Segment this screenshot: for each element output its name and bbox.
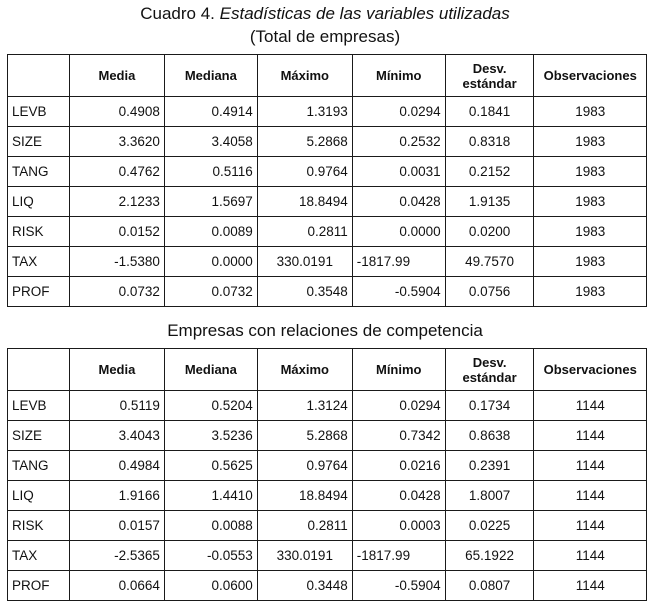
row-label: LEVB <box>8 97 70 127</box>
cell-media: 0.0664 <box>69 571 164 601</box>
cell-desv: 1.9135 <box>445 187 534 217</box>
cell-desv: 0.1734 <box>445 391 534 421</box>
cell-media: 2.1233 <box>69 187 164 217</box>
cell-desv: 49.7570 <box>445 247 534 277</box>
cell-mediana: 0.0732 <box>164 277 257 307</box>
table-row <box>8 541 647 571</box>
cell-mediana: 3.4058 <box>164 127 257 157</box>
table-header-row <box>8 349 647 391</box>
cell-media: 0.0732 <box>69 277 164 307</box>
table-row <box>8 481 647 511</box>
cell-desv: 0.0756 <box>445 277 534 307</box>
stats-table-competencia <box>7 348 647 601</box>
header-desv: Desv. estándar <box>445 349 534 391</box>
table1-title <box>0 3 650 24</box>
cell-observaciones: 1983 <box>534 127 647 157</box>
cell-desv: 0.8318 <box>445 127 534 157</box>
cell-media: 0.4762 <box>69 157 164 187</box>
table1-title-italic: Estadísticas de las variables utilizadas <box>219 4 510 23</box>
cell-media: -2.5365 <box>69 541 164 571</box>
table-header-row <box>8 55 647 97</box>
cell-maximo: 0.3448 <box>257 571 352 601</box>
cell-media: 0.0157 <box>69 511 164 541</box>
cell-observaciones: 1144 <box>534 571 647 601</box>
cell-media: -1.5380 <box>69 247 164 277</box>
cell-desv: 0.8638 <box>445 421 534 451</box>
row-label: SIZE <box>8 421 70 451</box>
cell-mediana: 0.0000 <box>164 247 257 277</box>
table-row <box>8 187 647 217</box>
table1-title-prefix: Cuadro 4. <box>140 4 215 23</box>
cell-minimo: 0.0031 <box>352 157 445 187</box>
cell-minimo: 0.7342 <box>352 421 445 451</box>
header-mediana: Mediana <box>164 55 257 97</box>
cell-desv: 0.1841 <box>445 97 534 127</box>
row-label: LIQ <box>8 187 70 217</box>
row-label: LIQ <box>8 481 70 511</box>
cell-mediana: 1.4410 <box>164 481 257 511</box>
cell-observaciones: 1144 <box>534 391 647 421</box>
cell-mediana: 0.0600 <box>164 571 257 601</box>
table1-subtitle: (Total de empresas) <box>249 27 401 46</box>
header-desv: Desv. estándar <box>445 55 534 97</box>
header-minimo: Mínimo <box>352 349 445 391</box>
cell-maximo: 330.0191 <box>257 541 352 571</box>
cell-observaciones: 1144 <box>534 541 647 571</box>
cell-minimo: -0.5904 <box>352 571 445 601</box>
row-label: RISK <box>8 511 70 541</box>
cell-maximo: 5.2868 <box>257 421 352 451</box>
cell-minimo: 0.2532 <box>352 127 445 157</box>
cell-desv: 0.2391 <box>445 451 534 481</box>
row-label: PROF <box>8 571 70 601</box>
cell-mediana: 0.5625 <box>164 451 257 481</box>
cell-desv: 0.0807 <box>445 571 534 601</box>
table-row <box>8 97 647 127</box>
cell-maximo: 1.3193 <box>257 97 352 127</box>
cell-observaciones: 1983 <box>534 277 647 307</box>
cell-minimo: 0.0428 <box>352 481 445 511</box>
cell-mediana: 0.5204 <box>164 391 257 421</box>
table-row <box>8 511 647 541</box>
cell-maximo: 5.2868 <box>257 127 352 157</box>
cell-minimo: -1817.99 <box>352 541 445 571</box>
row-label: PROF <box>8 277 70 307</box>
cell-desv: 0.2152 <box>445 157 534 187</box>
header-corner <box>8 55 70 97</box>
row-label: TAX <box>8 541 70 571</box>
table-row <box>8 421 647 451</box>
header-minimo: Mínimo <box>352 55 445 97</box>
table-row <box>8 157 647 187</box>
cell-desv: 65.1922 <box>445 541 534 571</box>
header-observaciones: Observaciones <box>534 55 647 97</box>
cell-mediana: -0.0553 <box>164 541 257 571</box>
table-row <box>8 391 647 421</box>
cell-minimo: -1817.99 <box>352 247 445 277</box>
cell-minimo: 0.0294 <box>352 391 445 421</box>
table2-body <box>8 391 647 601</box>
table-row <box>8 277 647 307</box>
header-media: Media <box>69 55 164 97</box>
cell-desv: 1.8007 <box>445 481 534 511</box>
table-row <box>8 451 647 481</box>
cell-maximo: 0.9764 <box>257 157 352 187</box>
cell-observaciones: 1144 <box>534 511 647 541</box>
table-row <box>8 217 647 247</box>
cell-minimo: 0.0003 <box>352 511 445 541</box>
cell-minimo: 0.0216 <box>352 451 445 481</box>
row-label: TANG <box>8 451 70 481</box>
table2-title: Empresas con relaciones de competencia <box>167 321 483 340</box>
row-label: TAX <box>8 247 70 277</box>
header-maximo: Máximo <box>257 55 352 97</box>
cell-observaciones: 1144 <box>534 481 647 511</box>
cell-observaciones: 1983 <box>534 187 647 217</box>
cell-minimo: 0.0294 <box>352 97 445 127</box>
cell-media: 1.9166 <box>69 481 164 511</box>
cell-mediana: 0.4914 <box>164 97 257 127</box>
cell-mediana: 0.5116 <box>164 157 257 187</box>
cell-media: 0.5119 <box>69 391 164 421</box>
header-corner <box>8 349 70 391</box>
cell-minimo: 0.0000 <box>352 217 445 247</box>
table-row <box>8 571 647 601</box>
row-label: TANG <box>8 157 70 187</box>
cell-maximo: 1.3124 <box>257 391 352 421</box>
cell-maximo: 0.9764 <box>257 451 352 481</box>
cell-observaciones: 1983 <box>534 157 647 187</box>
cell-mediana: 3.5236 <box>164 421 257 451</box>
header-media: Media <box>69 349 164 391</box>
table1-body <box>8 97 647 307</box>
cell-maximo: 330.0191 <box>257 247 352 277</box>
header-maximo: Máximo <box>257 349 352 391</box>
row-label: SIZE <box>8 127 70 157</box>
cell-mediana: 1.5697 <box>164 187 257 217</box>
cell-mediana: 0.0089 <box>164 217 257 247</box>
table-row <box>8 247 647 277</box>
cell-maximo: 0.2811 <box>257 217 352 247</box>
cell-media: 3.3620 <box>69 127 164 157</box>
cell-media: 3.4043 <box>69 421 164 451</box>
cell-observaciones: 1983 <box>534 217 647 247</box>
cell-minimo: -0.5904 <box>352 277 445 307</box>
header-mediana: Mediana <box>164 349 257 391</box>
cell-media: 0.4908 <box>69 97 164 127</box>
cell-observaciones: 1144 <box>534 451 647 481</box>
cell-desv: 0.0225 <box>445 511 534 541</box>
cell-maximo: 0.2811 <box>257 511 352 541</box>
cell-maximo: 0.3548 <box>257 277 352 307</box>
stats-table-total <box>7 54 647 307</box>
cell-media: 0.0152 <box>69 217 164 247</box>
table-row <box>8 127 647 157</box>
cell-minimo: 0.0428 <box>352 187 445 217</box>
row-label: RISK <box>8 217 70 247</box>
cell-media: 0.4984 <box>69 451 164 481</box>
cell-mediana: 0.0088 <box>164 511 257 541</box>
cell-observaciones: 1983 <box>534 247 647 277</box>
cell-observaciones: 1983 <box>534 97 647 127</box>
row-label: LEVB <box>8 391 70 421</box>
cell-observaciones: 1144 <box>534 421 647 451</box>
cell-desv: 0.0200 <box>445 217 534 247</box>
header-observaciones: Observaciones <box>534 349 647 391</box>
cell-maximo: 18.8494 <box>257 187 352 217</box>
cell-maximo: 18.8494 <box>257 481 352 511</box>
